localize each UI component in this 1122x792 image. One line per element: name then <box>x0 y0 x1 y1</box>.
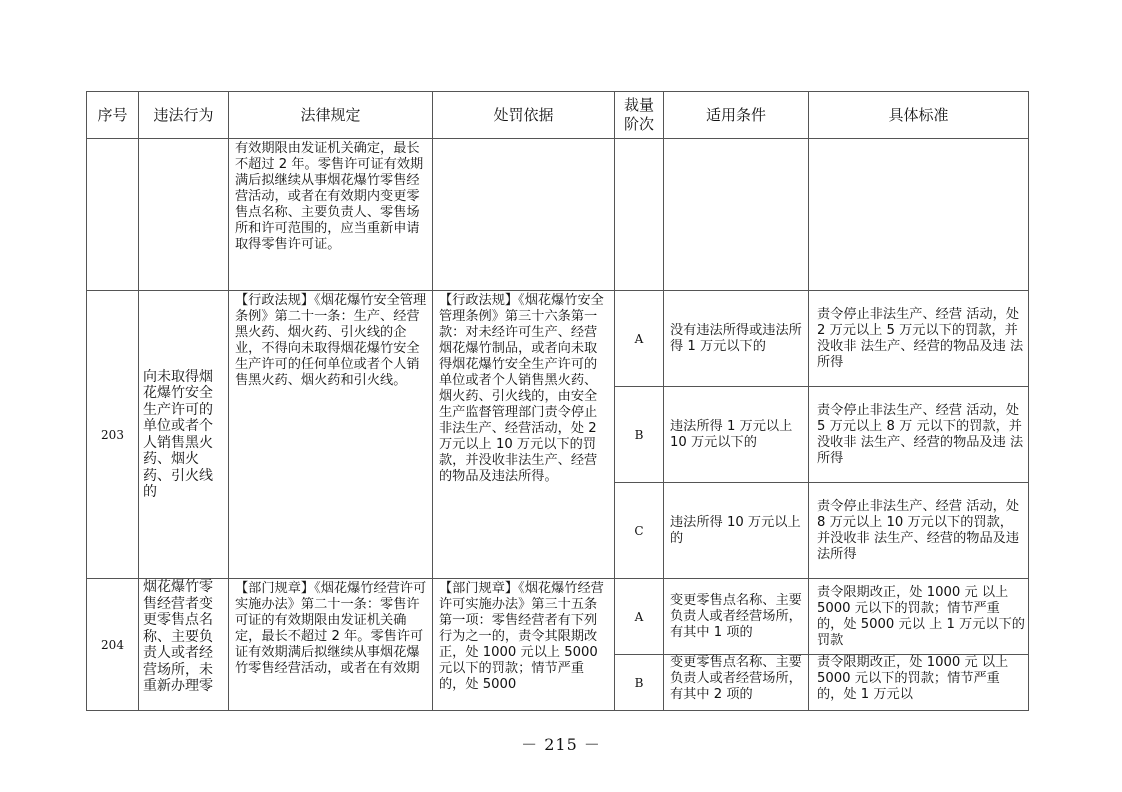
row-204-act: 烟花爆竹零售经营者变更零售点名称、主要负责人或者经营场所，未重新办理零 <box>139 579 229 711</box>
header-row <box>87 92 1029 139</box>
continuation-act <box>139 139 229 291</box>
header-act: 违法行为 <box>139 92 229 139</box>
row-204-level-b: B <box>615 655 664 711</box>
continuation-row <box>87 139 1029 291</box>
row-204-seq: 204 <box>87 579 139 711</box>
header-std: 具体标准 <box>809 92 1029 139</box>
row-204-std-b: 责令限期改正，处 1000 元 以上 5000 元以下的罚款；情节严重的，处 1 万元以 <box>809 655 1029 711</box>
row-203-cond-b: 违法所得 1 万元以上 10 万元以下的 <box>664 387 809 483</box>
continuation-cond <box>664 139 809 291</box>
header-level: 裁量 阶次 <box>615 92 664 139</box>
row-203-seq: 203 <box>87 291 139 579</box>
row-203-act: 向未取得烟花爆竹安全生产许可的单位或者个人销售黑火药、烟火药、引火线的 <box>139 291 229 579</box>
row-203-level-a: A <box>615 291 664 387</box>
row-204-cond-a: 变更零售点名称、主要负责人或者经营场所，有其中 1 项的 <box>664 579 809 655</box>
row-204-cond-b: 变更零售点名称、主要负责人或者经营场所，有其中 2 项的 <box>664 655 809 711</box>
continuation-seq <box>87 139 139 291</box>
row-203-tier-a <box>87 291 1029 387</box>
row-203-std-b: 责令停止非法生产、经营 活动，处 5 万元以上 8 万 元以下的罚款，并没收非 法生产、经营的物品及违 法所得 <box>809 387 1029 483</box>
row-203-cond-c: 违法所得 10 万元以上的 <box>664 483 809 579</box>
page-number: － 215 － <box>521 735 601 754</box>
header-seq: 序号 <box>87 92 139 139</box>
header-cond: 适用条件 <box>664 92 809 139</box>
row-203-level-b: B <box>615 387 664 483</box>
continuation-level <box>615 139 664 291</box>
continuation-law: 有效期限由发证机关确定，最长不超过 2 年。零售许可证有效期满后拟继续从事烟花爆竹零售经营活动，或者在有效期内变更零售点名称、主要负责人、零售场所和许可范围的，应当重新申请取得零售许可证。 <box>229 139 433 291</box>
penalty-table <box>86 91 1029 711</box>
row-203-std-a: 责令停止非法生产、经营 活动，处 2 万元以上 5 万元以下的罚款，并没收非 法生产、经营的物品及违 法所得 <box>809 291 1029 387</box>
row-204-law: 【部门规章】《烟花爆竹经营许可实施办法》第二十一条：零售许可证的有效期限由发证机关确定，最长不超过 2 年。零售许可证有效期满后拟继续从事烟花爆竹零售经营活动，或者在有效期 <box>229 579 433 711</box>
header-law: 法律规定 <box>229 92 433 139</box>
row-204-std-a: 责令限期改正，处 1000 元 以上 5000 元以下的罚款；情节严重的，处 5000 元以 上 1 万元以下的罚款 <box>809 579 1029 655</box>
row-203-basis: 【行政法规】《烟花爆竹安全管理条例》第三十六条第一款：对未经许可生产、经营烟花爆竹制品，或者向未取得烟花爆竹安全生产许可的单位或者个人销售黑火药、烟火药、引火线的，由安全生产监督管理部门责令停止非法生产、经营活动，处 2 万元以上 10 万元以下的罚款，并没收非法生产、经营的物品及违法所得。 <box>433 291 615 579</box>
row-204-level-a: A <box>615 579 664 655</box>
row-203-law: 【行政法规】《烟花爆竹安全管理条例》第二十一条：生产、经营黑火药、烟火药、引火线的企业，不得向未取得烟花爆竹安全生产许可的任何单位或者个人销售黑火药、烟火药和引火线。 <box>229 291 433 579</box>
row-203-std-c: 责令停止非法生产、经营 活动，处 8 万元以上 10 万元以下的罚款，并没收非 法生产、经营的物品及违 法所得 <box>809 483 1029 579</box>
row-203-level-c: C <box>615 483 664 579</box>
header-basis: 处罚依据 <box>433 92 615 139</box>
continuation-std <box>809 139 1029 291</box>
row-203-cond-a: 没有违法所得或违法所得 1 万元以下的 <box>664 291 809 387</box>
row-204-tier-a <box>87 579 1029 655</box>
row-204-basis: 【部门规章】《烟花爆竹经营许可实施办法》第三十五条第一项：零售经营者有下列行为之一的，责令其限期改正，处 1000 元以上 5000 元以下的罚款；情节严重的，处 5000 <box>433 579 615 711</box>
continuation-basis <box>433 139 615 291</box>
